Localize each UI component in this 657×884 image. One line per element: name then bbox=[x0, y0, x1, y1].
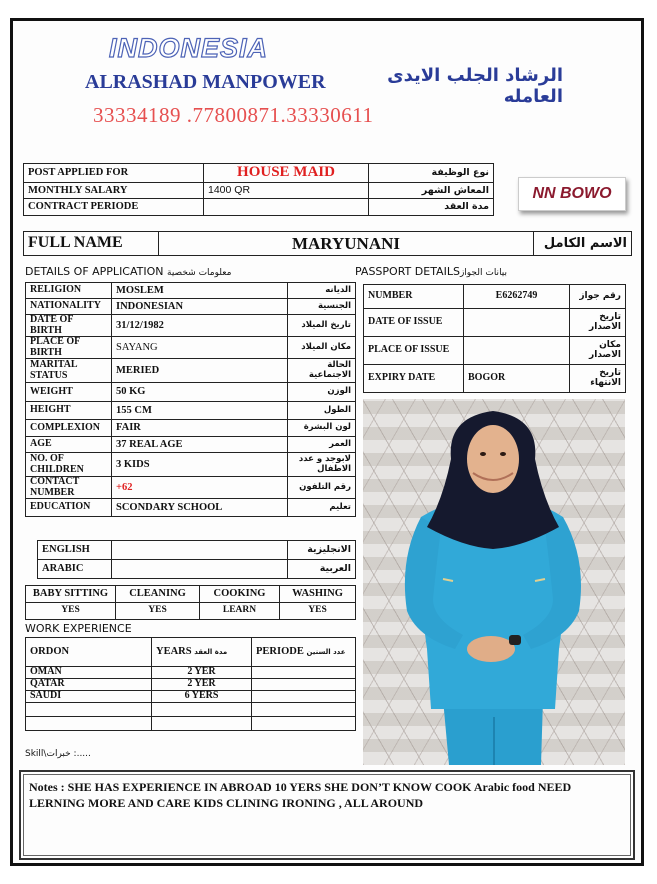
exp-periode bbox=[252, 679, 356, 691]
details-row bbox=[26, 477, 356, 499]
exp-col-country: ORDON bbox=[26, 638, 152, 667]
details-ar: لون البشرة bbox=[288, 420, 356, 437]
language-value bbox=[112, 541, 288, 560]
passport-value bbox=[464, 337, 570, 365]
passport-value bbox=[464, 309, 570, 337]
company-name-arabic: الرشاد الجلب الايدى العامله bbox=[387, 65, 563, 107]
details-value: SCONDARY SCHOOL bbox=[112, 499, 288, 517]
details-value: 50 KG bbox=[112, 383, 288, 402]
details-ar: الجنسية bbox=[288, 299, 356, 315]
applicant-figure bbox=[363, 399, 625, 765]
details-row bbox=[26, 420, 356, 437]
details-value: SAYANG bbox=[112, 337, 288, 359]
post-applied-ar: نوع الوظيفة bbox=[369, 164, 494, 183]
details-label: EDUCATION bbox=[26, 499, 112, 517]
details-table bbox=[25, 282, 356, 517]
skill-header: COOKING bbox=[200, 586, 280, 603]
details-label: AGE bbox=[26, 437, 112, 453]
passport-label: EXPIRY DATE bbox=[364, 365, 464, 393]
details-label: DATE OF BIRTH bbox=[26, 315, 112, 337]
exp-col-periode-ar: عدد السنين bbox=[306, 648, 346, 657]
details-label: NATIONALITY bbox=[26, 299, 112, 315]
details-row bbox=[26, 283, 356, 299]
post-table bbox=[23, 163, 494, 216]
passport-ar: تاريخ الاصدار bbox=[570, 309, 626, 337]
details-label: WEIGHT bbox=[26, 383, 112, 402]
details-label: COMPLEXION bbox=[26, 420, 112, 437]
details-title-ar: معلومات شخصية bbox=[167, 268, 232, 278]
contract-value bbox=[204, 199, 369, 216]
full-name-value: MARYUNANI bbox=[159, 232, 534, 256]
details-label: PLACE OF BIRTH bbox=[26, 337, 112, 359]
details-value: 31/12/1982 bbox=[112, 315, 288, 337]
passport-value: E6262749 bbox=[464, 285, 570, 309]
experience-row bbox=[26, 717, 356, 731]
language-value bbox=[112, 560, 288, 579]
language-ar: الانجليزية bbox=[288, 541, 356, 560]
details-value: INDONESIAN bbox=[112, 299, 288, 315]
post-applied-label: POST APPLIED FOR bbox=[24, 164, 204, 183]
experience-row bbox=[26, 679, 356, 691]
language-row bbox=[38, 560, 356, 579]
skill-value: LEARN bbox=[200, 603, 280, 620]
skills-table bbox=[25, 585, 356, 620]
exp-col-periode-label: PERIODE bbox=[256, 646, 304, 658]
experience-row bbox=[26, 667, 356, 679]
details-row bbox=[26, 299, 356, 315]
details-label: NO. OF CHILDREN bbox=[26, 453, 112, 477]
skill-value: YES bbox=[116, 603, 200, 620]
skill-note: Skill\خبرات :..... bbox=[25, 749, 91, 759]
passport-title-ar: بيانات الجواز bbox=[459, 268, 508, 278]
exp-periode bbox=[252, 703, 356, 717]
exp-years bbox=[152, 703, 252, 717]
passport-ar: مكان الاصدار bbox=[570, 337, 626, 365]
passport-table bbox=[363, 284, 626, 393]
skill-header: WASHING bbox=[280, 586, 356, 603]
salary-value: 1400 QR bbox=[204, 183, 369, 199]
details-value: 155 CM bbox=[112, 402, 288, 420]
passport-row bbox=[364, 365, 626, 393]
exp-country bbox=[26, 717, 152, 731]
details-value: FAIR bbox=[112, 420, 288, 437]
exp-years: 6 YERS bbox=[152, 691, 252, 703]
details-label: MARITAL STATUS bbox=[26, 359, 112, 383]
details-section-title bbox=[25, 265, 231, 278]
work-experience-title: WORK EXPERIENCE bbox=[25, 622, 132, 635]
details-ar: الحالة الاجتماعية bbox=[288, 359, 356, 383]
exp-periode bbox=[252, 667, 356, 679]
exp-periode bbox=[252, 717, 356, 731]
language-label: ENGLISH bbox=[38, 541, 112, 560]
exp-col-years bbox=[152, 638, 252, 667]
details-ar: مكان الميلاد bbox=[288, 337, 356, 359]
language-ar: العربية bbox=[288, 560, 356, 579]
company-name: ALRASHAD MANPOWER bbox=[85, 71, 326, 93]
passport-label: PLACE OF ISSUE bbox=[364, 337, 464, 365]
details-row bbox=[26, 315, 356, 337]
details-ar: لابوجد و عدد الاطفال bbox=[288, 453, 356, 477]
details-ar: تعليم bbox=[288, 499, 356, 517]
exp-country bbox=[26, 703, 152, 717]
notes-box: Notes : SHE HAS EXPERIENCE IN ABROAD 10 YERS SHE DON’T KNOW COOK Arabic food NEED LERNING MORE AND CARE KIDS CLINING IRONING , ALL AROUND bbox=[19, 770, 635, 860]
details-ar: رقم التلفون bbox=[288, 477, 356, 499]
details-value: 37 REAL AGE bbox=[112, 437, 288, 453]
passport-section-title bbox=[355, 265, 507, 278]
country-title: INDONESIA bbox=[109, 33, 269, 63]
experience-table bbox=[25, 637, 356, 731]
language-label: ARABIC bbox=[38, 560, 112, 579]
salary-label: MONTHLY SALARY bbox=[24, 183, 204, 199]
details-row bbox=[26, 453, 356, 477]
details-ar: العمر bbox=[288, 437, 356, 453]
details-row bbox=[26, 437, 356, 453]
details-value: 3 KIDS bbox=[112, 453, 288, 477]
details-label: HEIGHT bbox=[26, 402, 112, 420]
exp-years bbox=[152, 717, 252, 731]
details-row bbox=[26, 359, 356, 383]
phone-numbers: 33334189 .77800871.33330611 bbox=[93, 103, 374, 127]
details-value: +62 bbox=[112, 477, 288, 499]
full-name-label: FULL NAME bbox=[24, 232, 159, 256]
experience-row bbox=[26, 691, 356, 703]
contract-ar: مدة العقد bbox=[369, 199, 494, 216]
details-title: DETAILS OF APPLICATION bbox=[25, 265, 164, 278]
details-row bbox=[26, 402, 356, 420]
details-ar: تاريخ الميلاد bbox=[288, 315, 356, 337]
exp-col-years-label: YEARS bbox=[156, 646, 192, 658]
details-label: RELIGION bbox=[26, 283, 112, 299]
passport-label: NUMBER bbox=[364, 285, 464, 309]
full-name-ar: الاسم الكامل bbox=[534, 232, 632, 256]
passport-ar: تاريخ الانتهاء bbox=[570, 365, 626, 393]
skill-value: YES bbox=[26, 603, 116, 620]
details-row bbox=[26, 337, 356, 359]
passport-row bbox=[364, 285, 626, 309]
passport-label: DATE OF ISSUE bbox=[364, 309, 464, 337]
details-ar: الطول bbox=[288, 402, 356, 420]
application-form bbox=[10, 18, 644, 866]
exp-years: 2 YER bbox=[152, 667, 252, 679]
details-value: MOSLEM bbox=[112, 283, 288, 299]
passport-title: PASSPORT DETAILS bbox=[355, 265, 460, 278]
exp-country: SAUDI bbox=[26, 691, 152, 703]
agency-badge: NN BOWO bbox=[518, 177, 626, 211]
skill-value: YES bbox=[280, 603, 356, 620]
details-row bbox=[26, 383, 356, 402]
exp-country: OMAN bbox=[26, 667, 152, 679]
contract-label: CONTRACT PERIODE bbox=[24, 199, 204, 216]
details-ar: الوزن bbox=[288, 383, 356, 402]
details-ar: الديانه bbox=[288, 283, 356, 299]
experience-row bbox=[26, 703, 356, 717]
applicant-photo bbox=[363, 399, 625, 765]
full-name-table bbox=[23, 231, 632, 256]
exp-col-periode bbox=[252, 638, 356, 667]
languages-table bbox=[37, 540, 356, 579]
exp-years: 2 YER bbox=[152, 679, 252, 691]
details-label: CONTACT NUMBER bbox=[26, 477, 112, 499]
post-applied-value: HOUSE MAID bbox=[204, 164, 369, 183]
exp-col-years-ar: مدة العقد bbox=[194, 648, 228, 657]
skill-header: BABY SITTING bbox=[26, 586, 116, 603]
details-value: MERIED bbox=[112, 359, 288, 383]
passport-value: BOGOR bbox=[464, 365, 570, 393]
skill-header: CLEANING bbox=[116, 586, 200, 603]
exp-periode bbox=[252, 691, 356, 703]
details-row bbox=[26, 499, 356, 517]
exp-country: QATAR bbox=[26, 679, 152, 691]
language-row bbox=[38, 541, 356, 560]
passport-row bbox=[364, 309, 626, 337]
salary-ar: المعاش الشهر bbox=[369, 183, 494, 199]
passport-row bbox=[364, 337, 626, 365]
passport-ar: رقم جواز bbox=[570, 285, 626, 309]
